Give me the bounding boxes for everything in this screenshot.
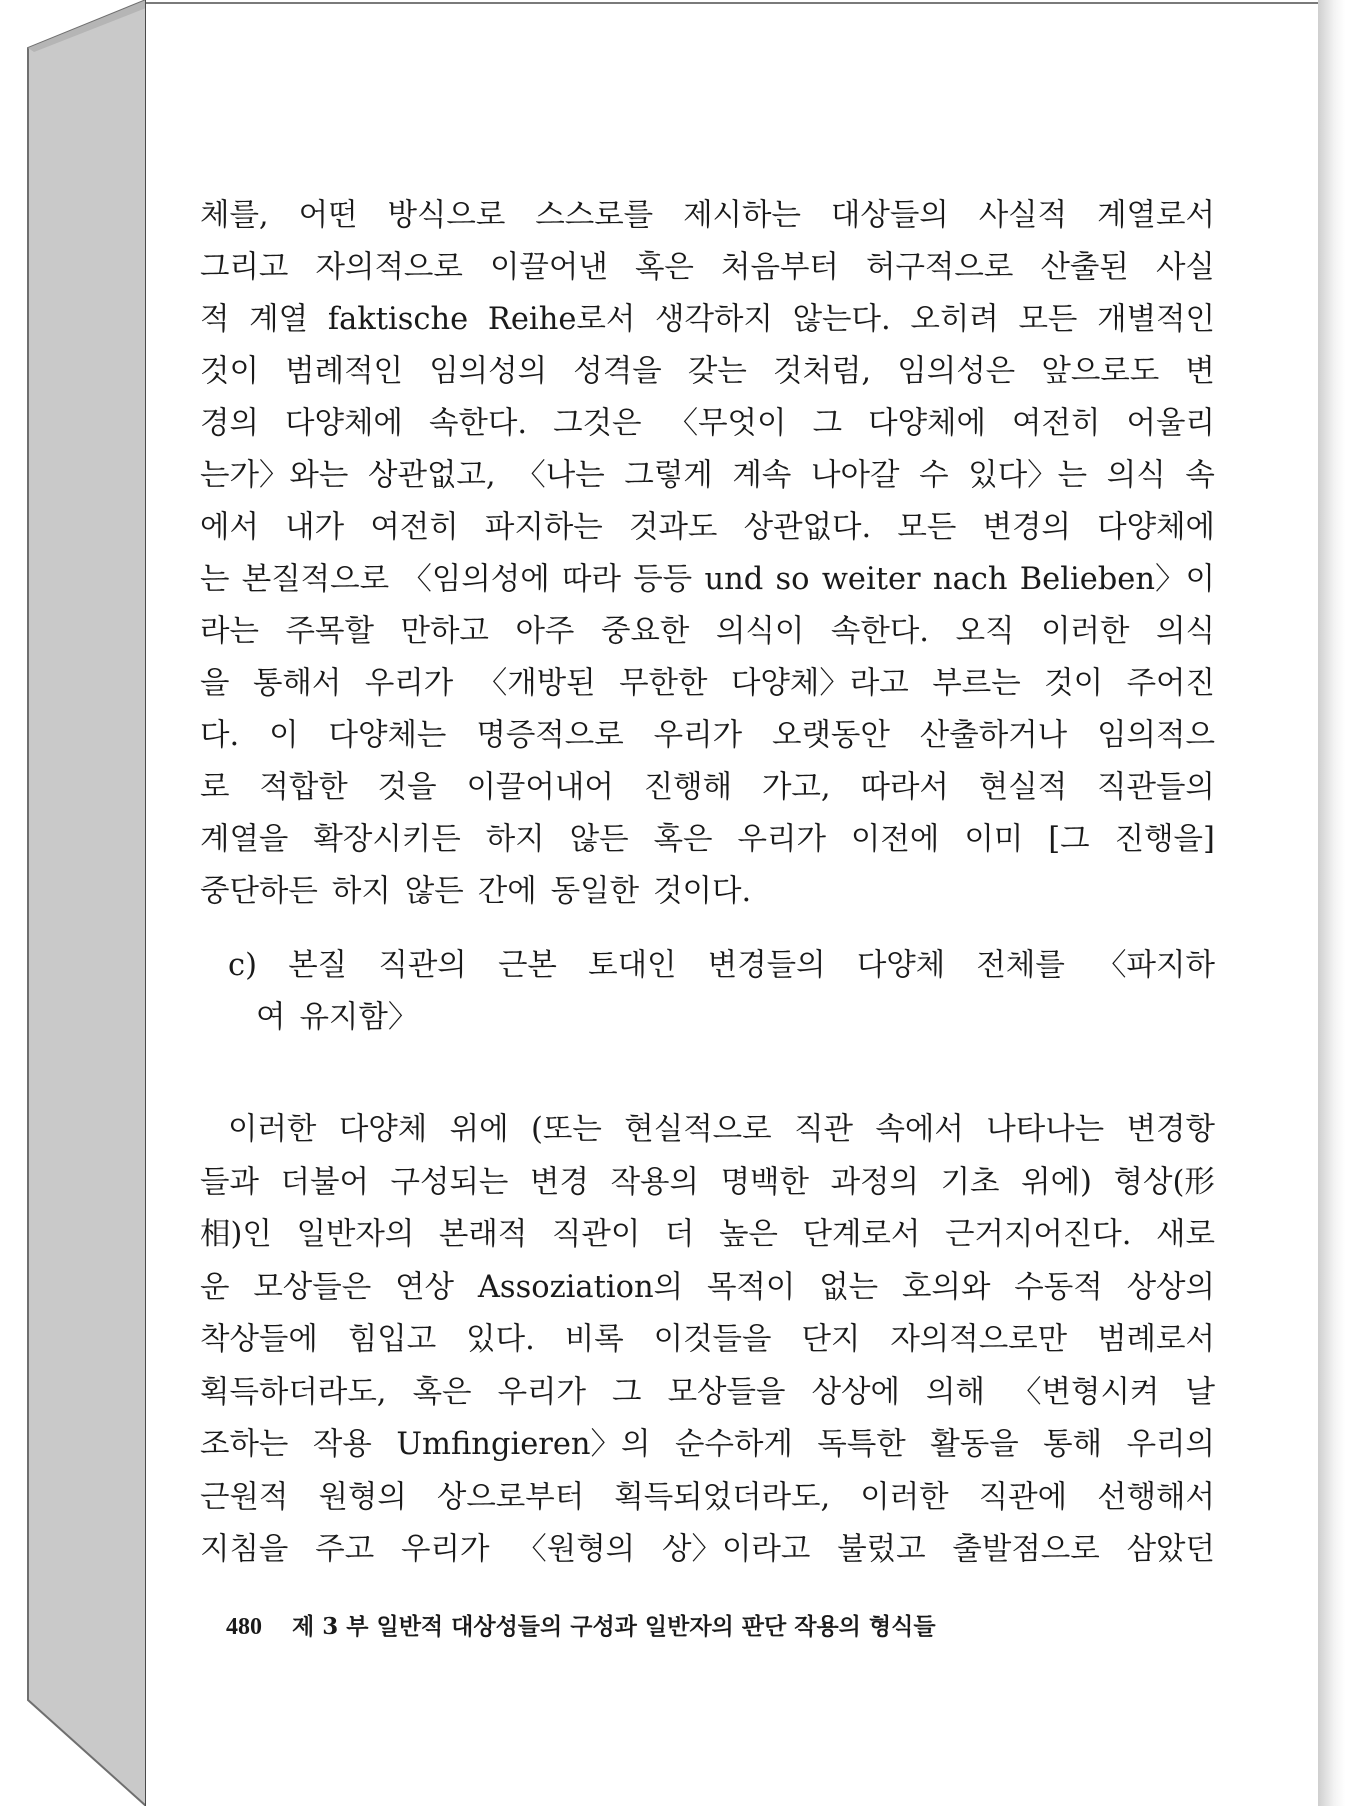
word: 로 <box>200 770 230 805</box>
word: 현실적 <box>978 770 1068 805</box>
word: 무한한 <box>619 666 708 701</box>
word: 독특한 <box>817 1427 906 1462</box>
word: 나아갈 <box>811 458 900 493</box>
word: 갖는 <box>687 354 747 389</box>
word: 이 <box>269 718 299 753</box>
word: 호의와 <box>902 1269 991 1305</box>
word: 적합한 <box>259 770 348 805</box>
page-edge-shadow <box>1318 0 1345 1806</box>
word: 체를, <box>200 198 269 233</box>
word: 수동적 <box>1014 1269 1103 1305</box>
word: 수 <box>919 458 949 493</box>
word: 임의성의 <box>429 354 548 389</box>
word: 을 <box>200 666 230 701</box>
word: 상관없고, <box>368 458 496 493</box>
word: 것이 <box>1044 666 1104 701</box>
word: 유지함〉 <box>299 1000 419 1035</box>
word: 새로 <box>1156 1217 1215 1252</box>
paragraph1-line <box>200 814 1215 866</box>
word: 진행해 <box>643 770 733 805</box>
word: 의식 <box>1156 614 1215 649</box>
paragraph1-line <box>200 606 1215 658</box>
word: 의해 <box>926 1374 985 1410</box>
paragraph1-line <box>200 866 1215 918</box>
paragraph1-line <box>200 294 1215 346</box>
word: 〈원형의 <box>516 1532 636 1567</box>
word: 혹은 <box>653 822 713 857</box>
word: 대상들의 <box>830 198 949 233</box>
word: 단지 <box>801 1322 861 1357</box>
word: 명증적으로 <box>476 718 624 753</box>
word: 상으로부터 <box>436 1479 585 1515</box>
word: 주목할 <box>285 614 374 649</box>
word: 조하는 <box>200 1427 289 1462</box>
word: 어떤 <box>298 198 358 233</box>
word: 근본 <box>497 948 557 983</box>
word: 경의 <box>200 406 259 441</box>
word: 개별적인 <box>1097 302 1215 337</box>
word: 앞으로도 <box>1041 354 1160 389</box>
word: 우리가 <box>737 822 826 857</box>
word: 여전히 <box>370 510 459 545</box>
word: 것을 <box>377 770 437 805</box>
word: 사실 <box>1155 250 1215 285</box>
word: 전체를 <box>976 948 1065 983</box>
word: 등등 <box>633 562 693 597</box>
word: 아주 <box>515 614 575 649</box>
word: 과정의 <box>830 1164 919 1200</box>
word: 연상 <box>395 1269 455 1305</box>
paragraph1-line <box>200 190 1215 242</box>
word: 들과 <box>200 1164 259 1200</box>
word: 임의성은 <box>897 354 1016 389</box>
word: 하지 <box>331 874 391 909</box>
page-footer <box>226 1612 1126 1642</box>
word: 중요한 <box>600 614 690 649</box>
word: 내가 <box>285 510 345 545</box>
word: 획득하더라도, <box>200 1374 387 1410</box>
word: 만하고 <box>400 614 489 649</box>
word: 그리고 <box>200 250 289 285</box>
word: 우리의 <box>1126 1427 1215 1462</box>
paragraph1-line <box>200 398 1215 450</box>
word: 다양체 <box>338 1112 428 1147</box>
word: 직관이 <box>551 1217 641 1252</box>
word: 이러한 <box>1041 614 1130 649</box>
paragraph1-line <box>200 242 1215 294</box>
word: 단계로서 <box>802 1217 921 1252</box>
word: 일반자의 <box>296 1217 415 1252</box>
word: 있다. <box>466 1322 535 1357</box>
word: 가고, <box>761 770 831 805</box>
word: nach <box>932 562 1008 597</box>
word: 목적이 <box>706 1269 796 1305</box>
word: 진행을] <box>1114 822 1215 857</box>
word: 相)인 <box>200 1217 272 1252</box>
paragraph2-line <box>200 1157 1215 1210</box>
word: 라는 <box>200 614 259 649</box>
word: 나타나는 <box>986 1112 1105 1147</box>
paragraph1-line <box>200 710 1215 762</box>
word: 위에) <box>1021 1164 1092 1200</box>
word: 다양체〉라고 <box>730 666 909 701</box>
word: 형상(形 <box>1113 1164 1215 1200</box>
word: 더불어 <box>280 1164 369 1200</box>
word: 변경의 <box>982 510 1071 545</box>
word: 것이다. <box>653 874 752 909</box>
paragraph1-line <box>200 762 1215 814</box>
word: 작용 <box>312 1427 372 1462</box>
word: 명백한 <box>720 1164 809 1200</box>
word: 통해서 <box>252 666 342 701</box>
word: c) <box>228 948 257 983</box>
paragraph2-line <box>200 1104 1215 1157</box>
word: 속한다. <box>830 614 929 649</box>
word: 의식 <box>1106 458 1166 493</box>
word: 변경 <box>530 1164 589 1200</box>
paragraph2-line <box>200 1209 1215 1262</box>
word: 범례적인 <box>285 354 403 389</box>
paragraph1-line <box>200 502 1215 554</box>
word: 것과도 <box>629 510 718 545</box>
word: 우리가 <box>401 1532 490 1567</box>
word: 오히려 <box>910 302 999 337</box>
word: 처음부터 <box>721 250 839 285</box>
word: 않든 <box>569 822 629 857</box>
word: weiter <box>821 562 921 597</box>
word: 방식으로 <box>387 198 506 233</box>
page-number: 480 <box>226 1614 262 1640</box>
word: 그렇게 <box>624 458 713 493</box>
word: 없는 <box>819 1269 879 1305</box>
word: 본질적으로 <box>241 562 390 597</box>
word: 힘입고 <box>347 1322 437 1357</box>
word: 직관의 <box>378 948 467 983</box>
word: faktische <box>327 302 469 337</box>
word: 속에서 <box>875 1112 964 1147</box>
paragraph-1 <box>200 190 1215 918</box>
word: 않든 <box>404 874 464 909</box>
word: 임의적으 <box>1097 718 1215 753</box>
word: 상관없다. <box>743 510 872 545</box>
word: 다양체는 <box>328 718 447 753</box>
word: 혹은 <box>412 1374 472 1410</box>
word: 순수하게 <box>675 1427 793 1462</box>
word: 높은 <box>718 1217 778 1252</box>
word: 주고 <box>315 1532 375 1567</box>
word: 다. <box>200 718 240 753</box>
word: 것이 <box>200 354 259 389</box>
word: 속한다. <box>428 406 528 441</box>
word: 직관 <box>794 1112 853 1147</box>
word: 계열로서 <box>1097 198 1215 233</box>
word: 것처럼, <box>773 354 872 389</box>
word: 근원적 <box>200 1479 289 1515</box>
word: 허구적으로 <box>866 250 1014 285</box>
paragraph2-line <box>200 1262 1215 1315</box>
word: 오직 <box>955 614 1015 649</box>
word: 그것은 <box>553 406 642 441</box>
word: 않는다. <box>792 302 891 337</box>
word: 우리가 <box>497 1374 586 1410</box>
word: 〈나는 <box>515 458 605 493</box>
word: 사실적 <box>978 198 1068 233</box>
word: 간에 <box>477 874 537 909</box>
word: 불렀고 <box>837 1532 926 1567</box>
word: 오랫동안 <box>771 718 890 753</box>
paragraph2-line <box>200 1524 1215 1577</box>
word: 제시하는 <box>683 198 801 233</box>
word: 작용의 <box>610 1164 699 1200</box>
word: 원형의 <box>318 1479 407 1515</box>
word: 더 <box>664 1217 695 1252</box>
heading-line <box>228 940 1215 992</box>
word: 그 <box>612 1374 642 1410</box>
word: 〈개방된 <box>476 666 596 701</box>
book-spine-illustration <box>0 0 146 1806</box>
word: 직관들의 <box>1097 770 1215 805</box>
word: 〈변형시켜 <box>1011 1374 1160 1410</box>
word: 다양체에 <box>285 406 403 441</box>
word: 활동을 <box>930 1427 1019 1462</box>
word: 다양체에 <box>868 406 986 441</box>
word: 출발점으로 <box>952 1532 1100 1567</box>
word: 생각하지 <box>655 302 773 337</box>
word: 하지 <box>485 822 545 857</box>
word: 다양체에 <box>1097 510 1215 545</box>
word: 〈무엇이 <box>667 406 787 441</box>
paragraph1-line <box>200 658 1215 710</box>
word: 자의적으로만 <box>890 1322 1068 1357</box>
word: 따라서 <box>860 770 949 805</box>
section-heading-c <box>228 940 1215 1044</box>
word: 변경항 <box>1126 1112 1215 1147</box>
word: Assoziation의 <box>477 1269 684 1305</box>
word: 계속 <box>732 458 792 493</box>
word: 산출하거나 <box>919 718 1068 753</box>
paragraph2-line <box>200 1367 1215 1420</box>
word: 확장시키든 <box>313 822 461 857</box>
word: 혹은 <box>634 250 694 285</box>
word: 어울리 <box>1126 406 1215 441</box>
word: 그 <box>812 406 843 441</box>
word: 현실적으로 <box>624 1112 772 1147</box>
paragraph2-line <box>200 1419 1215 1472</box>
word: 자의적으로 <box>315 250 463 285</box>
word: 중단하든 <box>200 874 318 909</box>
word: 이것들을 <box>653 1322 772 1357</box>
word: 이러한 <box>228 1112 317 1147</box>
word: 범례로서 <box>1097 1322 1215 1357</box>
paragraph2-line <box>200 1314 1215 1367</box>
word: 착상들에 <box>200 1322 318 1357</box>
word: 변 <box>1185 354 1215 389</box>
word: 본질 <box>288 948 348 983</box>
word: 스스로를 <box>535 198 654 233</box>
word: und <box>704 562 764 597</box>
word: 계열 <box>249 302 309 337</box>
word: 상〉이라고 <box>661 1532 811 1567</box>
running-title: 제 3 부 일반적 대상성들의 구성과 일반자의 판단 작용의 형식들 <box>292 1613 936 1640</box>
word: Belieben〉이 <box>1019 562 1215 597</box>
heading-line <box>228 992 1215 1044</box>
word: 상상의 <box>1126 1269 1215 1305</box>
word: 의식이 <box>715 614 805 649</box>
word: 여 <box>256 1000 286 1035</box>
word: 모상들은 <box>253 1269 372 1305</box>
word: 다양체 <box>856 948 946 983</box>
word: 선행해서 <box>1097 1479 1215 1515</box>
word: 따라 <box>562 562 621 597</box>
word: 모든 <box>897 510 957 545</box>
word: 계열을 <box>200 822 289 857</box>
word: 동일한 <box>550 874 640 909</box>
word: 모상들을 <box>667 1374 786 1410</box>
word: 본래적 <box>438 1217 528 1252</box>
word: 〈파지하 <box>1096 948 1215 983</box>
word: 산출된 <box>1040 250 1129 285</box>
word: 부르는 <box>932 666 1021 701</box>
word: 여전히 <box>1012 406 1101 441</box>
word: 획득되었더라도, <box>614 1479 831 1515</box>
word: 통해 <box>1043 1427 1103 1462</box>
word: 운 <box>200 1269 230 1305</box>
word: 토대인 <box>588 948 677 983</box>
paragraph1-line <box>200 450 1215 502</box>
word: 는 <box>200 562 230 597</box>
word: 에서 <box>200 510 259 545</box>
paragraph1-line <box>200 554 1215 606</box>
word: 위에 <box>449 1112 509 1147</box>
word: 이러한 <box>860 1479 949 1515</box>
word: 상상에 <box>811 1374 900 1410</box>
word: 이전에 <box>850 822 940 857</box>
word: [그 <box>1048 822 1090 857</box>
word: 는가〉와는 <box>200 458 349 493</box>
word: 지침을 <box>200 1532 289 1567</box>
word: 기초 <box>940 1164 1000 1200</box>
word: 우리가 <box>653 718 743 753</box>
paragraph1-line <box>200 346 1215 398</box>
word: 이끌어낸 <box>489 250 608 285</box>
word: 주어진 <box>1126 666 1215 701</box>
word: 파지하는 <box>484 510 603 545</box>
word: (또는 <box>531 1112 602 1147</box>
word: 변경들의 <box>707 948 826 983</box>
word: 날 <box>1185 1374 1215 1410</box>
word: 적 <box>200 302 230 337</box>
word: 모든 <box>1018 302 1078 337</box>
word: Umfingieren〉의 <box>396 1427 651 1462</box>
word: 있다〉는 <box>968 458 1088 493</box>
word: so <box>775 562 810 597</box>
word: 속 <box>1185 458 1215 493</box>
word: 이끌어내어 <box>466 770 614 805</box>
word: 비록 <box>564 1322 624 1357</box>
paragraph2-line <box>200 1472 1215 1525</box>
word: 우리가 <box>364 666 454 701</box>
word: 근거지어진다. <box>944 1217 1132 1252</box>
word: 삼았던 <box>1126 1532 1215 1567</box>
word: 성격을 <box>573 354 662 389</box>
word: 〈임의성에 <box>401 562 550 597</box>
paragraph-2 <box>200 1104 1215 1577</box>
word: Reihe로서 <box>487 302 636 337</box>
word: 직관에 <box>978 1479 1068 1515</box>
word: 이미 <box>964 822 1024 857</box>
word: 구성되는 <box>390 1164 509 1200</box>
